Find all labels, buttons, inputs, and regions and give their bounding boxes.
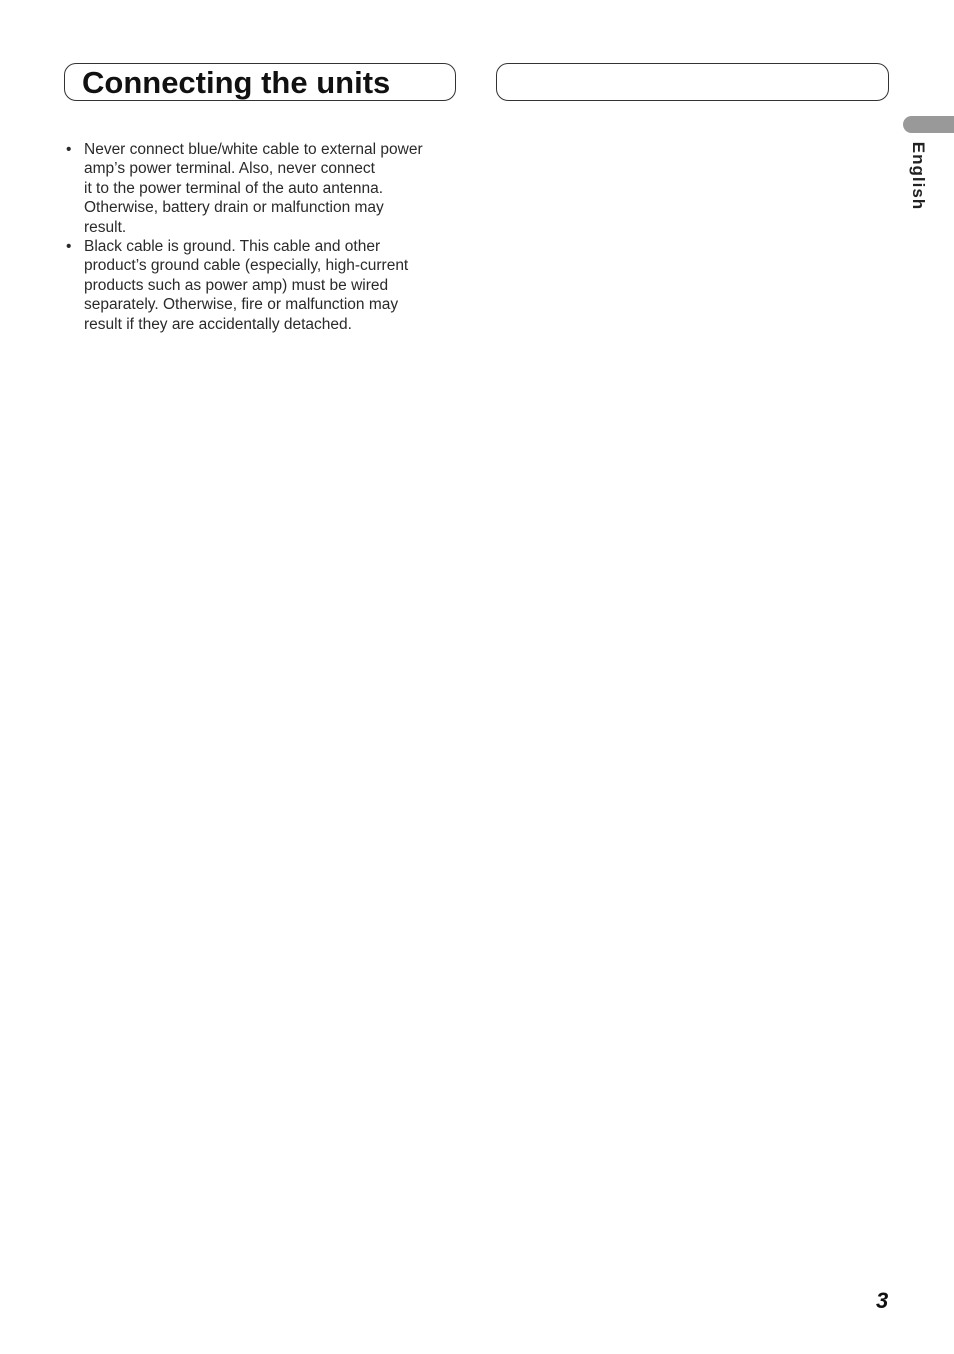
empty-header-frame bbox=[496, 63, 889, 101]
bullet-icon: • bbox=[66, 238, 72, 256]
note-line: products such as power amp) must be wired bbox=[84, 276, 389, 294]
note-line: amp’s power terminal. Also, never connect bbox=[84, 160, 375, 178]
note-line: product’s ground cable (especially, high-current bbox=[84, 257, 409, 275]
bullet-icon: • bbox=[66, 141, 72, 158]
note-line: Never connect blue/white cable to external power bbox=[84, 141, 423, 158]
note-line: separately. Otherwise, fire or malfunction may bbox=[84, 296, 399, 314]
notes-list bbox=[66, 140, 466, 334]
note-line: it to the power terminal of the auto antenna. bbox=[84, 179, 383, 197]
page-number: 3 bbox=[876, 1288, 889, 1313]
page-title: Connecting the units bbox=[82, 65, 391, 100]
list-item bbox=[66, 237, 466, 334]
list-item bbox=[66, 140, 466, 237]
note-line: Black cable is ground. This cable and other bbox=[84, 238, 381, 256]
note-line: result if they are accidentally detached. bbox=[84, 315, 352, 333]
language-label: English bbox=[909, 141, 928, 211]
language-tab bbox=[903, 116, 954, 133]
note-line: result. bbox=[84, 218, 127, 236]
note-line: Otherwise, battery drain or malfunction may bbox=[84, 199, 384, 217]
